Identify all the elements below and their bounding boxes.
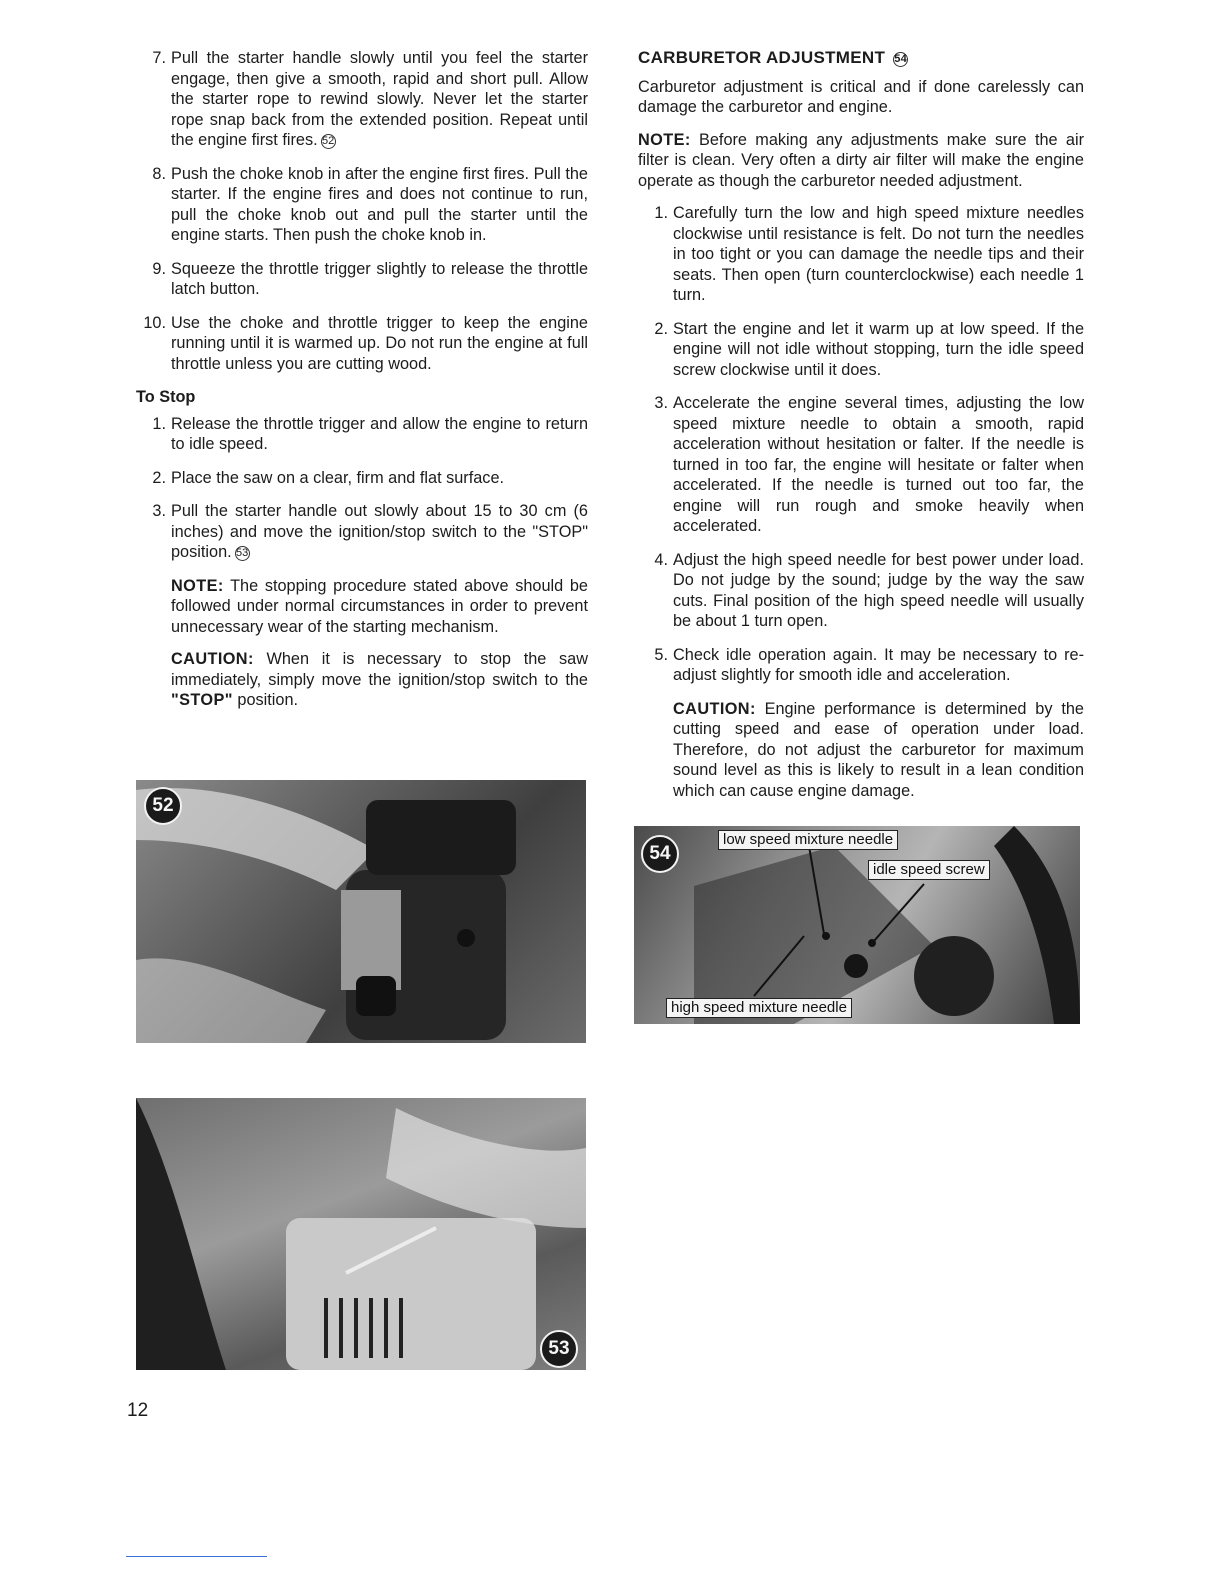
stop-steps-list [136,414,588,563]
caution-text: Engine performance is determined by the cutting speed and ease of operation under load. Therefore, do not adjust the carburetor for maximum sound level as this is likely to result in a lean condition which can cause engine damage. [673,699,1084,800]
carburetor-steps-list [638,203,1084,686]
caution-label: CAUTION: [171,650,254,668]
figure-53-photo [136,1098,586,1370]
chainsaw-handle-illustration [136,780,586,1043]
figure-54-number: 54 [641,835,679,873]
list-item [638,550,1084,632]
item-body: Start the engine and let it warm up at low speed. If the engine will not idle without stopping, turn the idle speed screw clockwise until it does. [673,319,1084,379]
item-body: Accelerate the engine several times, adjusting the low speed mixture needle to obtain a smooth, rapid acceleration without hesitation or falter. If the needle is turned in too far, the engine will hesitate or falter when accelerated. If the needle is turned out too far, the engine will run rough and smoke heavily when accelerated. [673,394,1084,535]
item-body: Squeeze the throttle trigger slightly to release the throttle latch button. [171,259,588,298]
caution-label: CAUTION: [673,699,756,718]
list-item [638,203,1084,306]
caution-stop-word: "STOP" [171,691,233,709]
item-number: 1. [654,204,668,222]
item-text [171,414,588,455]
callout-high-speed-needle: high speed mixture needle [666,998,852,1018]
figure-52-photo [136,780,586,1043]
callout-idle-speed-screw: idle speed screw [868,860,990,880]
item-number: 3. [152,502,166,520]
footer-rule [126,1556,267,1557]
callout-low-speed-needle: low speed mixture needle [718,830,898,850]
item-text [673,645,1084,686]
left-column [136,48,588,723]
right-column [638,48,1084,813]
item-body: Carefully turn the low and high speed mixture needles clockwise until resistance is felt. Do not turn the needles in too tight or you can damage the needle tips and their seats. Then open (turn counterclockwise) each needle 1 turn. [673,204,1084,304]
item-text [171,259,588,300]
figure-52-number: 52 [144,787,182,825]
list-item [136,164,588,246]
list-item [638,393,1084,537]
page-number: 12 [127,1400,149,1421]
item-text [171,468,588,489]
item-body: Push the choke knob in after the engine first fires. Pull the starter. If the engine fires and does not continue to run, pull the choke knob out and pull the starter until the engine starts. Then push the choke knob in. [171,164,588,244]
list-item [136,259,588,300]
item-number: 3. [654,394,668,412]
item-text [673,203,1084,306]
list-item [638,645,1084,686]
item-number: 7. [152,49,166,67]
item-number: 8. [152,164,166,183]
item-body: Place the saw on a clear, firm and flat surface. [171,468,505,487]
note-label: NOTE: [171,576,224,595]
item-number: 5. [654,645,668,664]
item-number: 2. [152,468,166,487]
item-text [171,313,588,375]
item-text [673,393,1084,537]
item-number: 9. [152,259,166,278]
item-number: 4. [654,550,668,569]
figure-ref: 52 [321,135,335,147]
note-label: NOTE: [638,130,691,149]
item-body: Pull the starter handle slowly until you feel the starter engage, then give a smooth, rapid and short pull. Allow the starter rope to rewind slowly. Never let the starter rope snap back from the extended position. Repeat until the engine first fires. [171,49,588,149]
item-body: Release the throttle trigger and allow the engine to return to idle speed. [171,414,588,453]
list-item [136,48,588,151]
stop-caution [171,649,588,711]
carburetor-intro: Carburetor adjustment is critical and if done carelessly can damage the carburetor and engine. [638,77,1084,116]
note-text: The stopping procedure stated above should be followed under normal circumstances in order to prevent unnecessary wear of the starting mechanism. [171,576,588,636]
stop-switch-illustration [136,1098,586,1370]
figure-53-number: 53 [540,1330,578,1368]
list-item [136,313,588,375]
item-text [673,319,1084,381]
list-item [638,319,1084,381]
list-item [136,414,588,455]
item-text [171,48,588,151]
item-number: 2. [654,319,668,338]
figure-ref: 53 [236,547,249,559]
item-number: 10. [143,313,166,332]
figure-ref-54: 54 [894,53,908,65]
item-body: Use the choke and throttle trigger to keep the engine running until it is warmed up. Do not run the engine at full throttle unless you are cutting wood. [171,313,588,373]
carburetor-heading [638,48,1084,69]
figure-54-photo [634,826,1080,1024]
item-body: Pull the starter handle out slowly about 15 to 30 cm (6 inches) and move the ignition/stop switch to the "STOP" position. [171,502,588,561]
starting-steps-list [136,48,588,374]
carburetor-illustration [634,826,1080,1024]
item-number: 1. [152,414,166,433]
carburetor-caution [673,699,1084,802]
to-stop-heading: To Stop [136,388,196,406]
carburetor-note [638,130,1084,192]
caution-text-end: position. [237,691,299,709]
note-text: Before making any adjustments make sure the air filter is clean. Very often a dirty air filter will make the engine operate as though the carburetor needed adjustment. [638,130,1084,190]
item-body: Check idle operation again. It may be necessary to re-adjust slightly for smooth idle and acceleration. [673,645,1084,684]
list-item [136,468,588,489]
caution-text: When it is necessary to stop the saw immediately, simply move the ignition/stop switch to the [171,650,588,689]
item-body: Adjust the high speed needle for best power under load. Do not judge by the sound; judge by the way the saw cuts. Final position of the high speed needle will usually be about 1 turn open. [673,550,1084,630]
item-text [171,501,588,563]
item-text [673,550,1084,632]
list-item [136,501,588,563]
item-text [171,164,588,246]
stop-note [171,576,588,638]
carburetor-heading-text: CARBURETOR ADJUSTMENT [638,48,886,67]
